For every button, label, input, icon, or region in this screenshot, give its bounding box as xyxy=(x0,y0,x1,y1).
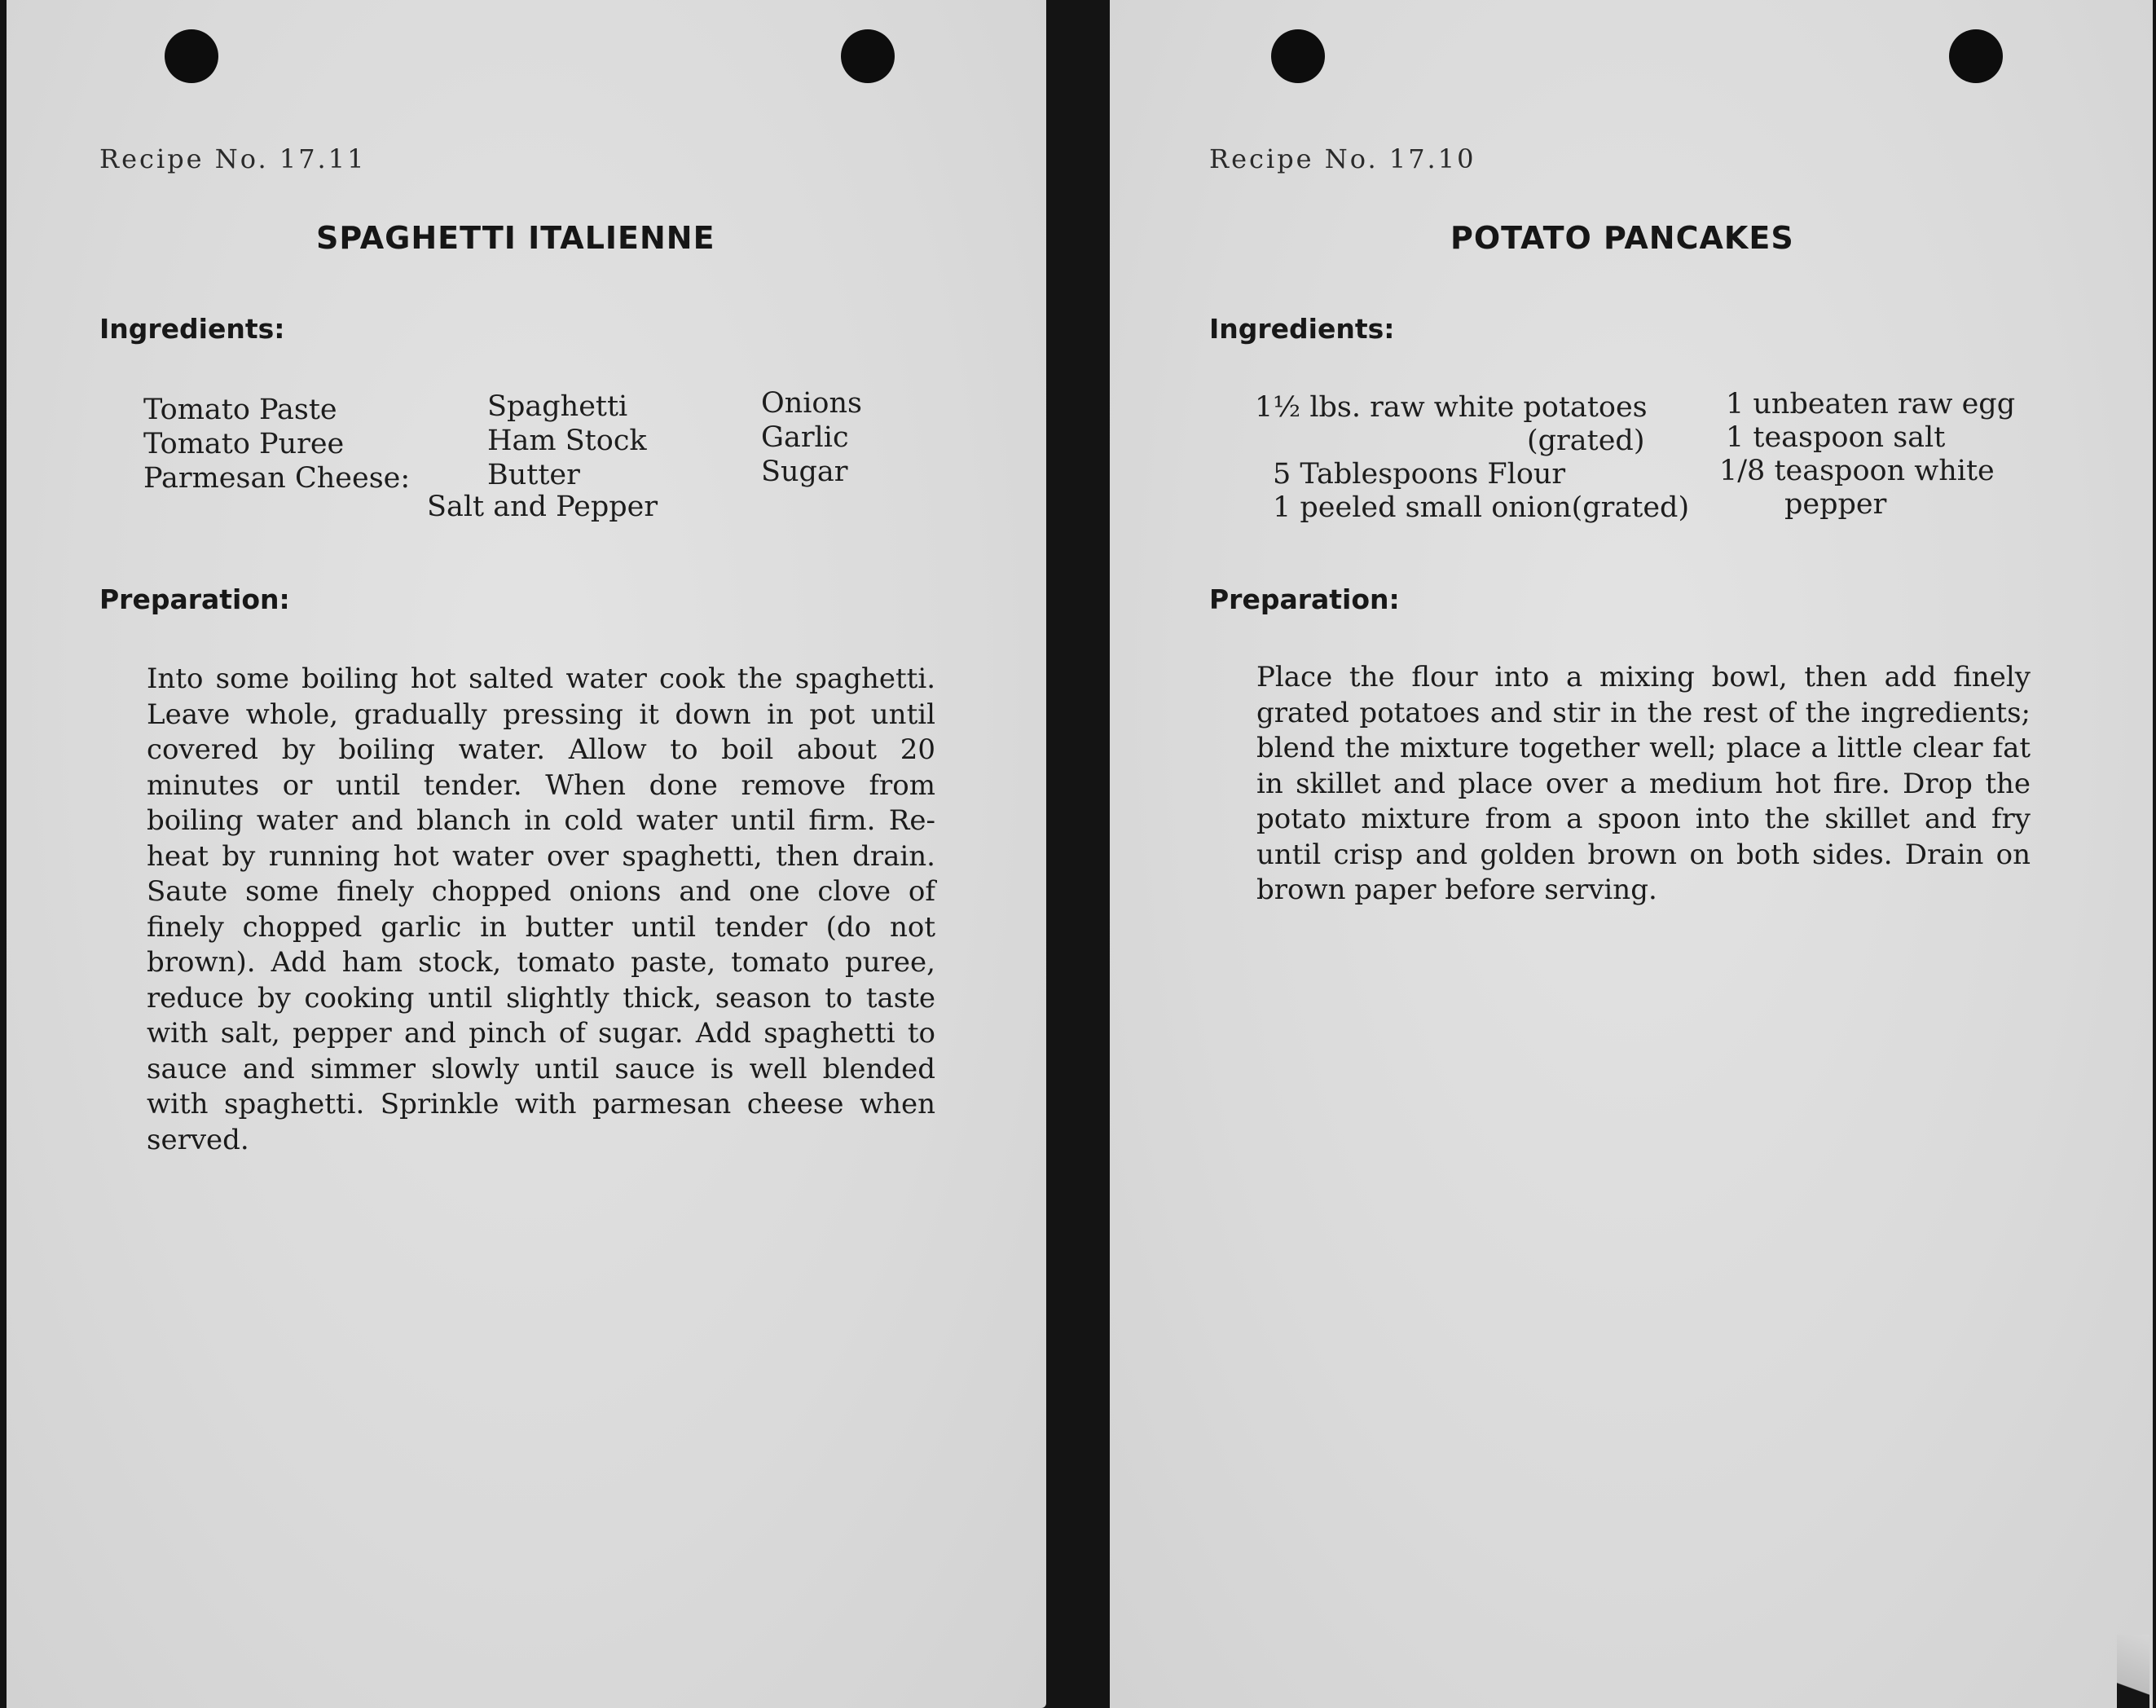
ingredient-item: 5 Tablespoons Flour xyxy=(1273,458,1566,491)
ingredients-right xyxy=(1719,388,2016,522)
ingredient-item: Spaghetti xyxy=(487,390,628,423)
recipe-title: POTATO PANCAKES xyxy=(1450,220,1794,256)
ingredient-item: Tomato Paste xyxy=(143,394,337,426)
ingredient-item: 1 teaspoon salt xyxy=(1726,421,1946,454)
recipe-number: Recipe No. 17.10 xyxy=(1209,143,1476,174)
punch-hole xyxy=(165,29,218,83)
ingredients-column-3 xyxy=(761,386,862,489)
ingredients-heading: Ingredients: xyxy=(1209,313,1395,345)
recipe-card-potato-pancakes xyxy=(1110,0,2153,1708)
ingredient-item: Garlic xyxy=(761,421,849,454)
recipe-card-spaghetti xyxy=(7,0,1046,1708)
preparation-heading: Preparation: xyxy=(99,583,290,615)
ingredient-item: 1 peeled small onion(grated) xyxy=(1273,491,1690,524)
ingredients-column-2 xyxy=(487,390,647,492)
ingredient-item: Onions xyxy=(761,387,863,420)
punch-hole xyxy=(1271,29,1325,83)
ingredient-item: Butter xyxy=(487,459,580,491)
ingredient-item: 1 unbeaten raw egg xyxy=(1726,388,2016,420)
preparation-text: Into some boiling hot salted water cook the spaghetti. Leave whole, gradually pressing it down in pot until covered by boiling water. Allow to boil about 20 minutes or until tender. When done remove from boiling water and blanch in cold water until firm. Re-heat by running hot water over spaghetti, then drain. Saute some finely chopped onions and one clove of finely chopped garlic in butter until tender (do not brown). Add ham stock, tomato paste, tomato puree, reduce by cooking until slightly thick, season to taste with salt, pepper and pinch of sugar. Add spaghetti to sauce and simmer slowly until sauce is well blended with spaghetti. Sprinkle with parmesan cheese when served. xyxy=(147,663,935,1156)
punch-hole xyxy=(841,29,895,83)
preparation-heading: Preparation: xyxy=(1209,583,1400,615)
recipe-title: SPAGHETTI ITALIENNE xyxy=(316,220,715,256)
ingredient-item: Ham Stock xyxy=(487,425,647,457)
preparation-text: Place the flour into a mixing bowl, then add finely grated potatoes and stir in the rest of the ingredients; blend the mixture together well; place a little clear fat in skillet and place over a medium hot fire. Drop the potato mixture from a spoon into the skillet and fry until crisp and golden brown on both sides. Drain on brown paper before serving. xyxy=(1256,661,2031,906)
ingredient-item: Tomato Puree xyxy=(143,428,345,460)
ingredient-item: Sugar xyxy=(761,456,848,488)
ingredient-item: Parmesan Cheese: xyxy=(143,462,411,495)
ingredients-left xyxy=(1255,391,1689,525)
ingredients-column-1 xyxy=(143,393,410,495)
recipe-number: Recipe No. 17.11 xyxy=(99,143,367,174)
ingredients-footer: Salt and Pepper xyxy=(427,491,658,523)
ingredient-item: 1½ lbs. raw white potatoes xyxy=(1255,391,1648,424)
ingredient-item: pepper xyxy=(1784,488,1887,521)
ingredients-heading: Ingredients: xyxy=(99,313,285,345)
ingredient-item: 1/8 teaspoon white xyxy=(1719,455,1995,487)
ingredient-item: (grated) xyxy=(1527,425,1645,457)
bent-corner xyxy=(2117,1635,2149,1708)
punch-hole xyxy=(1949,29,2003,83)
